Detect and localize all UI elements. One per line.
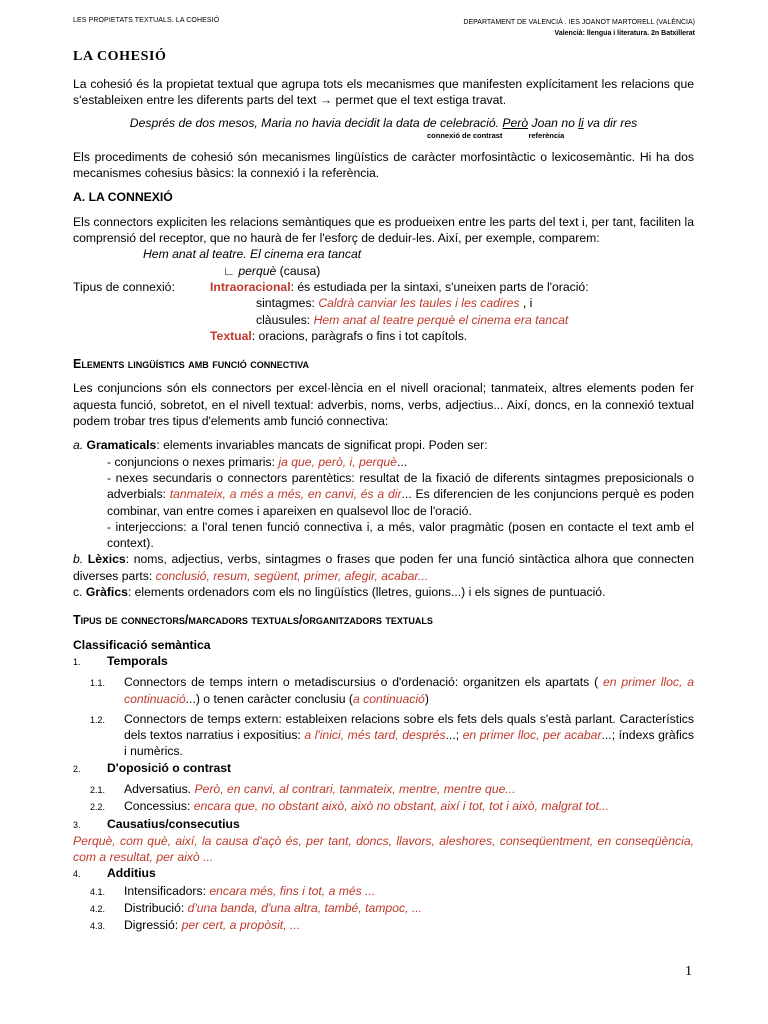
gramaticals-letter: a. xyxy=(73,438,84,453)
t1-ex1: en primer lloc, a continuació xyxy=(124,675,694,706)
lexics-head: Lèxics xyxy=(83,552,126,567)
oposicio-concessius xyxy=(73,798,694,815)
annotation-contrast: connexió de contrast xyxy=(427,130,503,140)
lexics-letter: b. xyxy=(73,552,84,567)
conjuncions-examples: ja que, però, i, perquè xyxy=(278,454,397,469)
example-two-cause: (causa) xyxy=(276,263,321,278)
example-mid: Joan no xyxy=(528,115,579,130)
distribucio-text xyxy=(124,900,694,917)
example-reference: li xyxy=(578,115,584,130)
example-two: Hem anat al teatre. El cinema era tancat xyxy=(143,247,362,262)
example-connector: Però xyxy=(502,115,529,130)
additius-heading xyxy=(73,865,694,882)
header-course: Valencià: llengua i literatura. 2n Batxillerat xyxy=(554,30,695,37)
connection-types-textual xyxy=(73,328,694,344)
adversatius-text xyxy=(124,781,694,798)
lexics-examples: conclusió, resum, següent, primer, afegir, acabar... xyxy=(155,568,429,583)
concessius-number: 2.2. xyxy=(90,802,106,813)
additius-intensificadors xyxy=(73,883,694,900)
temporals-number: 1. xyxy=(73,656,81,667)
connectors-paragraph: Els connectors expliciten les relacions semàntiques que es produeixen entre les parts del text i, per tant, faciliten la comprensió del receptor, que no haurà de fer l'esforç de deduir-les. Així, per exemple, comparem: xyxy=(73,214,694,246)
conjuncions-text: - conjuncions o nexes primaris: xyxy=(107,454,279,469)
digressio-number: 4.3. xyxy=(90,921,106,932)
textual-label: Textual xyxy=(210,328,252,343)
adv-label: Adversatius. xyxy=(124,781,195,796)
nexes-end: ... Es diferencien de les conjuncions perquè es poden combinar, van entre comes i apareixen en qualsevol lloc de l'oració. xyxy=(107,487,694,518)
connector-types-heading: Tipus de connectors/marcadors textuals/organitzadors textuals xyxy=(73,613,433,628)
example-two-note xyxy=(73,263,694,279)
nexes-text: - nexes secundaris o connectors parentètics: resultat de la fixació de diferents sintagmes preposicionals o adverbials: xyxy=(107,470,694,502)
elements-heading: Elements lingüístics amb funció connectiva xyxy=(73,357,310,372)
clausules-example: Hem anat al teatre perquè el cinema era tancat xyxy=(313,312,569,327)
con-label: Concessius: xyxy=(124,799,194,814)
page-title: LA COHESIÓ xyxy=(73,49,167,64)
oposicio-number: 2. xyxy=(73,763,81,774)
gramaticals-interjeccions: - interjeccions: a l'oral tenen funció connectiva i, a més, valor pragmàtic (posen en contacte el text amb el context). xyxy=(107,519,694,551)
grafics-item xyxy=(73,584,694,600)
temporals-title: Temporals xyxy=(107,653,168,668)
t1-a: Connectors de temps intern o metadiscursius o d'ordenació: organitzen els apartats ( xyxy=(124,675,603,690)
t2-a: Connectors de temps extern: estableixen relacions sobre els fets dels quals s'està parlant. Característics dels textos narratius i expositius: xyxy=(124,711,694,743)
adv-examples: Però, en canvi, al contrari, tanmateix, mentre, mentre que... xyxy=(194,781,516,796)
intensificadors-number: 4.1. xyxy=(90,886,106,897)
concessius-text xyxy=(124,798,694,815)
nexes-examples: tanmateix, a més a més, en canvi, és a dir xyxy=(169,487,402,502)
page-number: 1 xyxy=(685,964,692,979)
con-examples: encara que, no obstant això, això no obstant, així i tot, tot i això, malgrat tot... xyxy=(193,799,610,814)
t2-c: ...; índexs gràfics i numèrics. xyxy=(124,728,694,759)
elements-paragraph: Les conjuncions són els connectors per excel·lència en el nivell oracional; tanmateix, altres elements poden fer aquesta funció, sobretot, en el nivell textual: adverbis, noms, verbs, adjectius... Així, doncs, en la connexió textual podem trobar tres tipus d'elements amb funció connectiva: xyxy=(73,381,694,429)
oposicio-heading xyxy=(73,760,694,777)
causatius-title: Causatius/consecutius xyxy=(107,816,240,831)
example-post: va dir res xyxy=(583,115,638,130)
temporals-intern-number: 1.1. xyxy=(90,678,106,689)
sintagmes-label: sintagmes: xyxy=(256,296,319,311)
example-pre: Després de dos mesos, Maria no havia decidit la data de celebració. xyxy=(129,115,503,130)
int-label: Intensificadors: xyxy=(124,883,210,898)
connection-types-intra xyxy=(73,279,694,295)
clausules-label: clàusules: xyxy=(256,312,314,327)
distribucio-number: 4.2. xyxy=(90,904,106,915)
sintagmes-end: , i xyxy=(519,296,533,311)
causatius-examples: Perquè, com què, així, la causa d'açò és, per tant, doncs, llavors, aleshores, conseqüentment, en conseqüència, com a resultat, per això ... xyxy=(73,833,694,865)
causatius-number: 3. xyxy=(73,819,81,830)
additius-distribucio xyxy=(73,900,694,917)
sintagmes-example: Caldrà canviar les taules i les cadires xyxy=(318,296,520,311)
causatius-heading xyxy=(73,816,694,833)
gramaticals-nexes xyxy=(73,470,694,519)
example-two-word: perquè xyxy=(238,263,277,278)
connection-types-label: Tipus de connexió: xyxy=(73,279,175,294)
grafics-text: : elements ordenadors com els no lingüístics (lletres, guions...) i els signes de puntuació. xyxy=(127,585,606,600)
oposicio-title: D'oposició o contrast xyxy=(107,760,232,775)
oposicio-adversatius xyxy=(73,781,694,798)
t1-c: ) xyxy=(424,691,429,706)
adversatius-number: 2.1. xyxy=(90,784,106,795)
example-sentence xyxy=(73,115,694,131)
lexics-text: : noms, adjectius, verbs, sintagmes o frases que poden fer una funció sintàctica alhora que connecten diverses parts: xyxy=(73,552,694,583)
header-left: LES PROPIETATS TEXTUALS. LA COHESIÓ xyxy=(73,17,220,24)
content xyxy=(73,48,694,935)
intraoracional-text: : és estudiada per la sintaxi, s'uneixen parts de l'oració: xyxy=(290,279,589,294)
header-department: DEPARTAMENT DE VALENCIÀ . IES JOANOT MARTORELL (VALÈNCIA) xyxy=(463,19,695,26)
temporals-heading xyxy=(73,653,694,670)
gramaticals-head: Gramaticals xyxy=(83,438,157,453)
temporals-extern-text xyxy=(124,711,694,760)
gramaticals-conjuncions xyxy=(73,454,694,470)
t2-ex2: en primer lloc, per acabar xyxy=(462,728,602,743)
clausules-line xyxy=(73,312,694,328)
dis-examples: d'una banda, d'una altra, també, tampoc, ... xyxy=(187,901,423,916)
dig-examples: per cert, a propòsit, ... xyxy=(181,918,301,933)
section-a-heading: A. LA CONNEXIÓ xyxy=(73,190,173,205)
grafics-letter: c. xyxy=(73,585,83,600)
semantic-classification: Classificació semàntica xyxy=(73,637,211,652)
sintagmes-line xyxy=(73,295,694,311)
t1-b: ...) o tenen caràcter conclusiu ( xyxy=(185,691,353,706)
textual-text: : oracions, paràgrafs o fins i tot capítols. xyxy=(251,328,468,343)
annotation-reference: referència xyxy=(528,130,565,140)
t2-ex1: a l'inici, més tard, després xyxy=(304,728,446,743)
header-right xyxy=(463,17,695,39)
procedures-paragraph: Els procediments de cohesió són mecanismes lingüístics de caràcter morfosintàctic o lexicosemàntic. Hi ha dos mecanismes cohesius bàsics: la connexió i la referència. xyxy=(73,149,694,181)
intraoracional-label: Intraoracional xyxy=(210,279,291,294)
additius-digressio xyxy=(73,917,694,934)
dis-label: Distribució: xyxy=(124,901,188,916)
digressio-text xyxy=(124,917,694,934)
t1-ex2: a continuació xyxy=(353,691,425,706)
temporals-extern xyxy=(73,711,694,760)
conjuncions-end: ... xyxy=(396,454,408,469)
temporals-intern-text xyxy=(124,674,694,707)
temporals-intern xyxy=(73,674,694,707)
additius-number: 4. xyxy=(73,869,81,880)
intensificadors-text xyxy=(124,883,694,900)
gramaticals-text: : elements invariables mancats de significat propi. Poden ser: xyxy=(156,438,488,453)
corner-mark: ∟ xyxy=(223,263,235,278)
additius-title: Additius xyxy=(107,866,156,881)
int-examples: encara més, fins i tot, a més ... xyxy=(209,883,376,898)
intro-paragraph: La cohesió és la propietat textual que agrupa tots els mecanismes que manifesten explícitament les relacions que s'estableixen entre les diferents parts del text → permet que el text estiga travat. xyxy=(73,77,694,108)
dig-label: Digressió: xyxy=(124,918,182,933)
t2-b: ...; xyxy=(445,728,463,743)
temporals-extern-number: 1.2. xyxy=(90,714,106,725)
lexics-item xyxy=(73,551,694,584)
grafics-head: Gràfics xyxy=(82,585,128,600)
example-annotations xyxy=(73,131,694,141)
gramaticals-item xyxy=(73,437,694,453)
